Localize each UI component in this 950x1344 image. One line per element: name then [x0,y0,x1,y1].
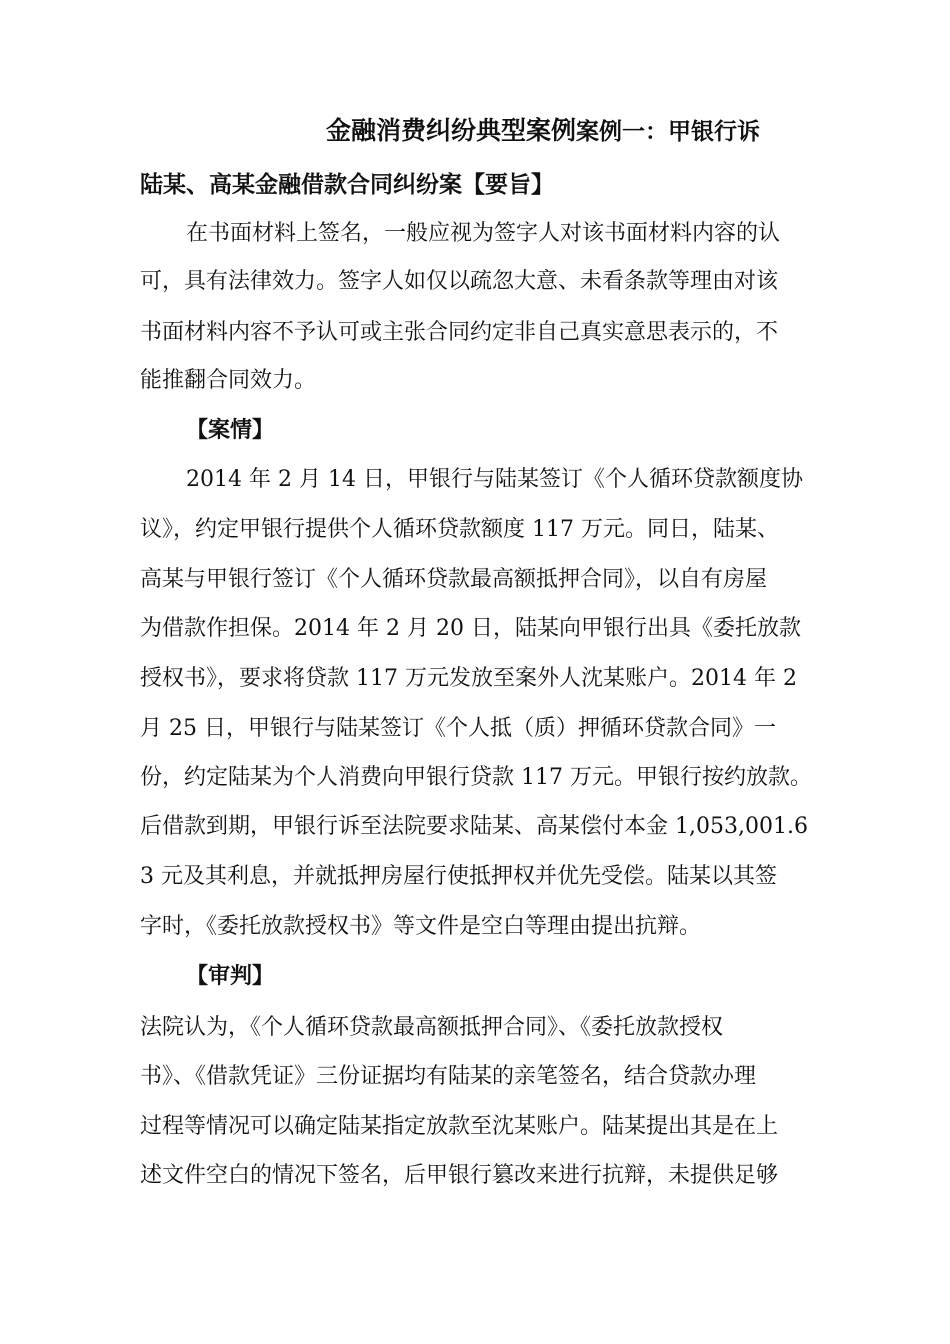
facts-line: 份，约定陆某为个人消费向甲银行贷款 117 万元。甲银行按约放款。 [140,765,812,790]
facts-line: 3 元及其利息，并就抵押房屋行使抵押权并优先受偿。陆某以其签 [140,864,777,889]
facts-line: 为借款作担保。2014 年 2 月 20 日，陆某向甲银行出具《委托放款 [140,616,801,641]
document-title [326,116,832,146]
title-part-case: 案例一：甲银行诉 [576,119,761,145]
facts-line: 授权书》，要求将贷款 117 万元发放至案外人沈某账户。2014 年 2 [140,666,797,691]
facts-line: 月 25 日，甲银行与陆某签订《个人抵（质）押循环贷款合同》一 [140,716,776,741]
title-part-main: 金融消费纠纷典型案例 [326,116,577,145]
facts-line: 2014 年 2 月 14 日，甲银行与陆某签订《个人循环贷款额度协 [186,467,803,492]
facts-line: 议》，约定甲银行提供个人循环贷款额度 117 万元。同日，陆某、 [140,517,779,542]
summary-line: 能推翻合同效力。 [140,368,317,393]
facts-line: 后借款到期，甲银行诉至法院要求陆某、高某偿付本金 1,053,001.6 [140,814,808,839]
facts-heading: 【案情】 [186,418,275,443]
document-title-line2: 陆某、高某金融借款合同纠纷案【要旨】 [140,172,554,198]
judgment-line: 述文件空白的情况下签名，后甲银行篡改来进行抗辩，未提供足够 [140,1163,779,1188]
summary-line: 在书面材料上签名，一般应视为签字人对该书面材料内容的认 [186,221,781,246]
summary-line: 可，具有法律效力。签字人如仅以疏忽大意、未看条款等理由对该 [140,269,779,294]
judgment-line: 法院认为，《个人循环贷款最高额抵押合同》、《委托放款授权 [140,1015,724,1040]
judgment-line: 过程等情况可以确定陆某指定放款至沈某账户。陆某提出其是在上 [140,1114,779,1139]
summary-line: 书面材料内容不予认可或主张合同约定非自己真实意思表示的，不 [140,320,779,345]
judgment-line: 书》、《借款凭证》三份证据均有陆某的亲笔签名，结合贷款办理 [140,1064,757,1089]
facts-line: 字时，《委托放款授权书》等文件是空白等理由提出抗辩。 [140,914,702,939]
facts-line: 高某与甲银行签订《个人循环贷款最高额抵押合同》，以自有房屋 [140,567,768,592]
judgment-heading: 【审判】 [186,964,275,989]
